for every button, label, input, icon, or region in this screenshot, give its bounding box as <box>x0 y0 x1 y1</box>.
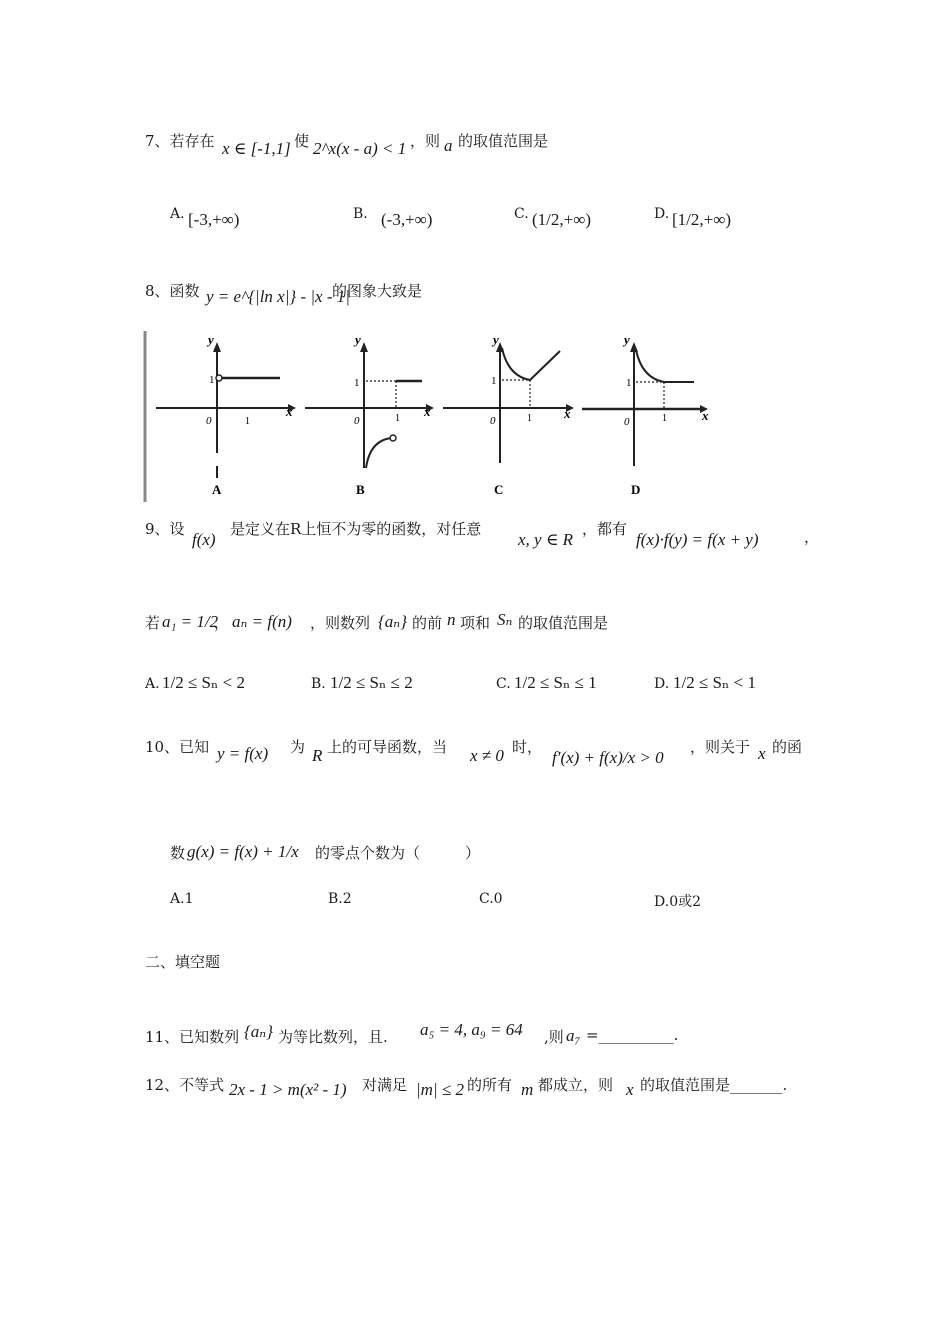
graph-a-y-label: y <box>208 332 214 347</box>
graph-d-tick-1: 1 <box>662 413 667 424</box>
q10-option-c-text: 0 <box>493 891 503 907</box>
q7-option-a: [-3,+∞) <box>188 210 240 229</box>
q9-line2-c: ，则数列 <box>310 614 371 632</box>
q7-option-a-letter: A. <box>170 206 185 222</box>
graph-b-ylabel-1: 1 <box>354 377 360 389</box>
q8-graphs <box>140 328 730 504</box>
q10-option-b <box>328 891 352 907</box>
q7-inequality: 2^x(x - a) < 1 <box>313 139 407 158</box>
q10-cond: x ≠ 0 <box>470 746 504 765</box>
q9-option-a-letter: A. <box>145 676 160 692</box>
graph-b-letter: B <box>356 482 365 497</box>
q12-t2: 的所有 <box>467 1076 513 1094</box>
q10-option-d-letter: D. <box>654 894 670 910</box>
graph-c-x-label: x <box>564 406 571 421</box>
q12-number: 12、不等式 <box>145 1076 225 1094</box>
graph-a-origin: 0 <box>206 415 212 427</box>
q7-option-c: (1/2,+∞) <box>532 210 592 229</box>
q10-option-a-letter: A. <box>170 891 185 907</box>
q9-xy: x, y ∈ R <box>518 530 574 549</box>
q10-number: 10、已知 <box>145 738 210 756</box>
q7-tail1: ，则 <box>410 132 441 150</box>
q7-option-d: [1/2,+∞) <box>672 210 732 229</box>
q9-option-d-letter: D. <box>654 676 670 692</box>
graph-d-letter: D <box>631 482 641 497</box>
q10-option-a <box>170 891 193 907</box>
q9-option-c: 1/2 ≤ Sₙ ≤ 1 <box>514 673 597 692</box>
graph-b-y-label: y <box>355 332 361 347</box>
q9-n: n <box>447 610 456 629</box>
q9-option-a: 1/2 ≤ Sₙ < 2 <box>162 673 245 692</box>
q11-given: a₅ = 4, a₉ = 64 <box>420 1020 523 1039</box>
q8-function: y = e^{|ln x|} - |x - 1| <box>206 287 350 306</box>
q7-option-c-letter: C. <box>514 206 529 222</box>
q10-option-a-text: 1 <box>184 891 194 907</box>
q10-t2: 上的可导函数，当 <box>327 738 448 756</box>
q7-mid: 使 <box>294 132 310 150</box>
q8-number: 8、函数 <box>145 282 200 300</box>
q10-option-c <box>479 891 503 907</box>
q12-t1: 对满足 <box>362 1076 408 1094</box>
q10-option-b-letter: B. <box>328 891 343 907</box>
graph-a <box>156 332 296 497</box>
graph-a-tick-1: 1 <box>245 416 250 427</box>
q9-sn: Sₙ <box>497 610 513 629</box>
q10-ineq: f′(x) + f(x)/x > 0 <box>552 748 664 767</box>
graph-a-ylabel-1: 1 <box>209 374 215 386</box>
q9-line2-e: 项和 <box>460 614 491 632</box>
q9-eq: f(x)·f(y) = f(x + y) <box>636 530 759 549</box>
graph-d <box>582 332 709 497</box>
q11-number: 11、已知数列 <box>145 1028 240 1046</box>
q7-condition: x ∈ [-1,1] <box>222 139 291 158</box>
q10-t1: 为 <box>290 738 306 756</box>
q10-line2-b: 的零点个数为（ ） <box>315 844 481 862</box>
q9-a1: a₁ = 1/2 <box>162 612 219 631</box>
q9-line2-d: 的前 <box>412 614 443 632</box>
graph-d-y-label: y <box>624 332 630 347</box>
graph-c <box>443 332 574 497</box>
q9-t2: ，都有 <box>582 520 628 538</box>
graph-b-origin: 0 <box>354 415 360 427</box>
graph-c-y-label: y <box>493 332 499 347</box>
q12-m: m <box>521 1080 534 1099</box>
q9-number: 9、设 <box>145 520 185 538</box>
q9-option-d: 1/2 ≤ Sₙ < 1 <box>673 673 756 692</box>
section-heading: 二、填空题 <box>145 953 221 971</box>
q9-t3: ， <box>804 528 820 546</box>
graph-c-tick-1: 1 <box>527 413 532 424</box>
q12-t4: 的取值范围是_______. <box>640 1076 788 1094</box>
q9-option-b: 1/2 ≤ Sₙ ≤ 2 <box>330 673 413 692</box>
graph-d-origin: 0 <box>624 416 630 428</box>
q9-line2-b: ， <box>214 614 230 632</box>
q9-t1: 是定义在R上恒不为零的函数，对任意 <box>230 520 482 538</box>
graph-d-ylabel-1: 1 <box>626 377 632 389</box>
graph-d-x-label: x <box>702 408 709 423</box>
q9-option-b-letter: B. <box>311 676 326 692</box>
q7-option-b: (-3,+∞) <box>381 210 433 229</box>
graph-b-x-label: x <box>424 404 431 419</box>
q9-an: aₙ = f(n) <box>232 612 292 631</box>
q10-option-d-text: 0或2 <box>669 894 702 910</box>
q9-option-c-letter: C. <box>496 676 511 692</box>
q10-option-b-text: 2 <box>342 891 352 907</box>
q9-line2-f: 的取值范围是 <box>518 614 609 632</box>
q9-line2-a: 若 <box>145 614 161 632</box>
graph-c-letter: C <box>494 482 504 497</box>
graph-a-x-label: x <box>286 404 293 419</box>
q9-fx: f(x) <box>192 530 216 549</box>
q7-option-b-letter: B. <box>353 206 368 222</box>
graph-c-origin: 0 <box>490 415 496 427</box>
q9-seq: {aₙ} <box>378 612 407 631</box>
q12-cond: |m| ≤ 2 <box>416 1080 464 1099</box>
q7-number: 7、若存在 <box>145 132 215 150</box>
q11-t2: ,则 <box>544 1028 564 1046</box>
q10-t4: ，则关于 <box>690 738 751 756</box>
q10-R: R <box>312 746 323 765</box>
q10-x: x <box>758 744 766 763</box>
q10-t5: 的函 <box>772 738 803 756</box>
q10-line2-a: 数 <box>170 844 186 862</box>
q10-option-c-letter: C. <box>479 891 494 907</box>
q7-var: a <box>444 136 453 155</box>
graph-c-ylabel-1: 1 <box>491 375 497 387</box>
q11-t1: 为等比数列，且. <box>278 1028 388 1046</box>
q10-yfx: y = f(x) <box>217 744 269 763</box>
graph-a-letter: A <box>212 482 222 497</box>
q7-option-d-letter: D. <box>654 206 670 222</box>
q10-gx: g(x) = f(x) + 1/x <box>187 842 299 861</box>
q10-option-d <box>654 891 701 911</box>
q11-seq: {aₙ} <box>244 1022 273 1041</box>
q10-t3: 时， <box>512 738 543 756</box>
q12-ineq: 2x - 1 > m(x² - 1) <box>229 1080 347 1099</box>
q7-tail2: 的取值范围是 <box>458 132 549 150</box>
q8-tail: 的图象大致是 <box>332 282 423 300</box>
graph-b <box>305 332 434 497</box>
q12-x: x <box>626 1080 634 1099</box>
graph-b-tick-1: 1 <box>395 413 400 424</box>
q11-t3: =__________. <box>586 1026 679 1044</box>
q12-t3: 都成立，则 <box>538 1076 614 1094</box>
q11-ask: a₇ <box>566 1026 581 1045</box>
q7-stem <box>145 130 215 151</box>
